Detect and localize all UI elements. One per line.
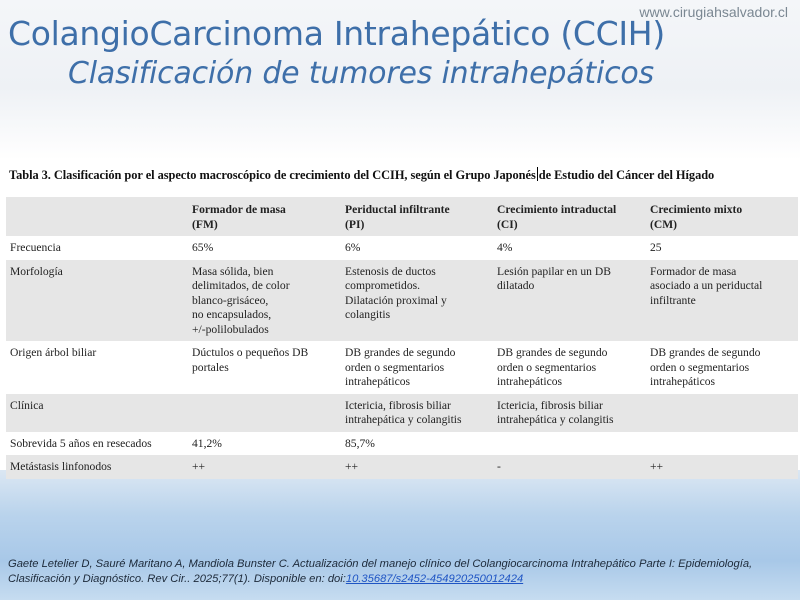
table-caption xyxy=(9,167,799,183)
slide-title: ColangioCarcinoma Intrahepático (CCIH) xyxy=(8,14,665,53)
cell-line: intrahepática y colangitis xyxy=(497,413,614,426)
cell-line: orden o segmentarios xyxy=(497,360,597,374)
cell-line: DB grandes de segundo xyxy=(497,346,608,359)
header-cm: Crecimiento mixto (CM) xyxy=(650,203,743,231)
cell-line: intrahepáticos xyxy=(345,375,411,388)
cell-line: ++ xyxy=(192,460,206,473)
cell-line: Estenosis de ductos xyxy=(345,264,436,278)
table-row xyxy=(6,236,798,260)
cell-line: Lesión papilar en un DB xyxy=(497,264,611,278)
cell-line: 41,2% xyxy=(192,436,222,450)
cell-line: portales xyxy=(192,360,229,374)
table-cell xyxy=(646,341,798,394)
cell-line: 4% xyxy=(497,241,513,254)
header-empty xyxy=(6,197,188,236)
row-label: Metástasis linfonodos xyxy=(10,460,112,473)
table-cell xyxy=(646,260,798,342)
cell-line: comprometidos. xyxy=(345,279,421,292)
slide-subtitle: Clasificación de tumores intrahepáticos xyxy=(68,56,654,91)
table-caption-part2: de Estudio del Cáncer del Hígado xyxy=(538,168,715,182)
table-cell xyxy=(341,341,493,394)
table-row xyxy=(6,341,798,394)
cell-line: blanco-grisáceo, xyxy=(192,293,269,307)
table-cell xyxy=(493,455,646,479)
table-caption-part1: Tabla 3. Clasificación por el aspecto macroscópico de crecimiento del CCIH, según el Grupo Japonés xyxy=(9,168,536,182)
table-cell xyxy=(493,432,646,456)
table-cell xyxy=(493,341,646,394)
table-row xyxy=(6,394,798,432)
table-cell xyxy=(188,236,341,260)
citation-text: Gaete Letelier D, Sauré Maritano A, Mandiola Bunster C. Actualización del manejo clínico del Colangiocarcinoma Intrahepático Parte I: Epidemiología, Clasificación y Diagnóstico. Rev Cir.. 2025;77(1). Disponible en: doi: xyxy=(8,558,753,585)
row-label: Sobrevida 5 años en resecados xyxy=(10,436,152,450)
table-cell xyxy=(646,394,798,432)
header-fm: Formador de masa (FM) xyxy=(192,203,286,231)
cell-line: Formador de masa xyxy=(650,264,737,278)
cell-line: no encapsulados, xyxy=(192,308,272,321)
cell-line: orden o segmentarios xyxy=(650,360,750,374)
cell-line: DB grandes de segundo xyxy=(345,346,456,359)
header-pi: Periductal infiltrante (PI) xyxy=(345,203,450,231)
table-cell xyxy=(493,236,646,260)
doi-link[interactable]: 10.35687/s2452-454920250012424 xyxy=(345,572,524,585)
cell-line: dilatado xyxy=(497,279,535,292)
cell-line: asociado a un periductal xyxy=(650,279,763,292)
table-cell xyxy=(646,236,798,260)
row-label: Origen árbol biliar xyxy=(10,346,97,359)
cell-line: Masa sólida, bien xyxy=(192,264,274,278)
table-cell xyxy=(493,394,646,432)
cell-line: Ictericia, fibrosis biliar xyxy=(497,398,603,412)
cell-line: ++ xyxy=(345,460,359,473)
cell-line: Ictericia, fibrosis biliar xyxy=(345,398,451,412)
cell-line: colangitis xyxy=(345,308,391,321)
text-cursor xyxy=(537,167,538,181)
cell-line: delimitados, de color xyxy=(192,279,290,292)
cell-line: +/-polilobulados xyxy=(192,322,269,336)
table-cell xyxy=(188,260,341,342)
table-cell xyxy=(188,341,341,394)
table-cell xyxy=(646,432,798,456)
cell-line: intrahepáticos xyxy=(497,375,563,388)
cell-line: 65% xyxy=(192,241,214,254)
cell-line: 6% xyxy=(345,241,361,254)
table-row xyxy=(6,455,798,479)
table-cell xyxy=(341,236,493,260)
cell-line: orden o segmentarios xyxy=(345,360,445,374)
cell-line: 85,7% xyxy=(345,436,375,450)
table-cell xyxy=(188,432,341,456)
header-ci: Crecimiento intraductal (CI) xyxy=(497,203,617,231)
table-cell xyxy=(188,394,341,432)
cell-line: - xyxy=(497,460,501,473)
cell-line: ++ xyxy=(650,460,664,473)
table-cell xyxy=(341,432,493,456)
table-cell xyxy=(341,260,493,342)
table-row xyxy=(6,432,798,456)
cell-line: intrahepáticos xyxy=(650,375,716,388)
row-label: Frecuencia xyxy=(10,241,61,254)
table-cell xyxy=(341,455,493,479)
site-url: www.cirugiahsalvador.cl xyxy=(639,4,788,20)
table-body xyxy=(6,236,798,479)
classification-table xyxy=(6,197,798,479)
row-label: Morfología xyxy=(10,264,63,278)
table-cell xyxy=(493,260,646,342)
cell-line: Dilatación proximal y xyxy=(345,293,447,307)
cell-line: DB grandes de segundo xyxy=(650,346,761,359)
table-cell xyxy=(188,455,341,479)
table-cell xyxy=(341,394,493,432)
table-row xyxy=(6,260,798,342)
cell-line: Dúctulos o pequeños DB xyxy=(192,346,309,359)
cell-line: 25 xyxy=(650,241,662,254)
table-cell xyxy=(646,455,798,479)
cell-line: intrahepática y colangitis xyxy=(345,413,462,426)
citation xyxy=(8,557,794,586)
table-header-row xyxy=(6,197,798,236)
cell-line: infiltrante xyxy=(650,293,696,307)
row-label: Clínica xyxy=(10,398,44,412)
